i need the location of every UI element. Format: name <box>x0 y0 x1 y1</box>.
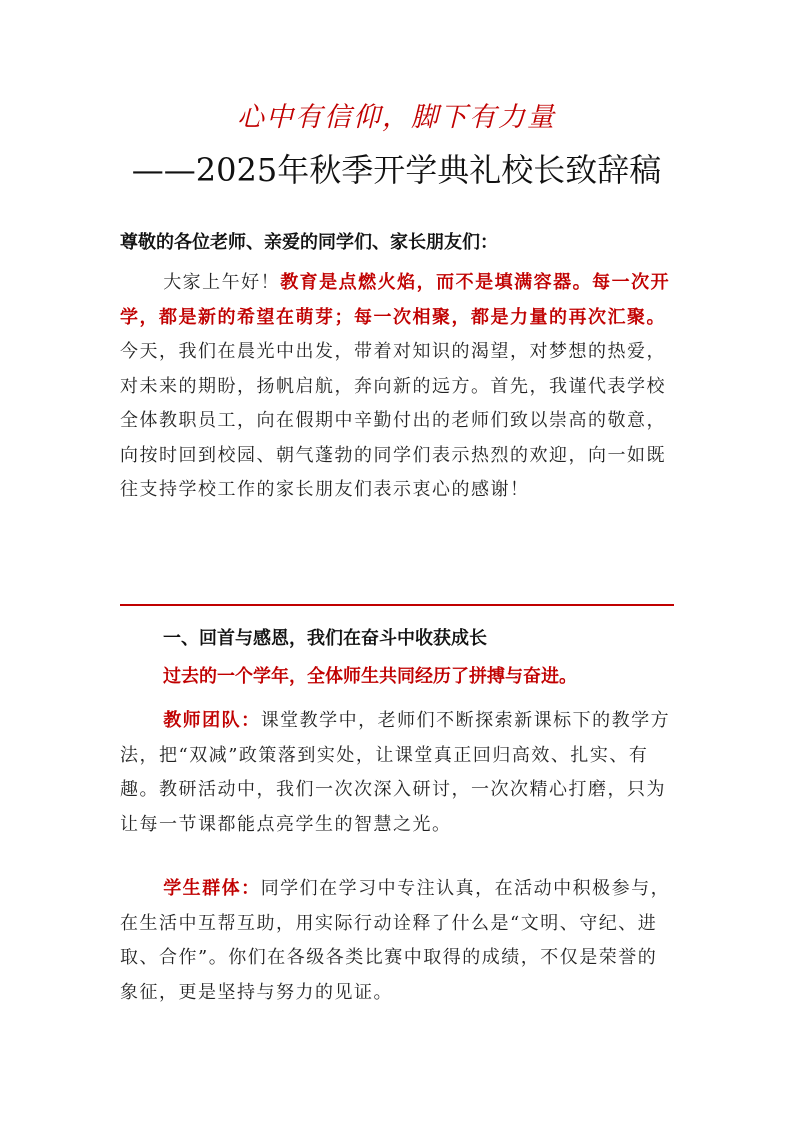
section-heading: 一、回首与感恩，我们在奋斗中收获成长 <box>163 628 487 649</box>
intro-greeting: 大家上午好！ <box>163 272 281 293</box>
students-paragraph <box>120 872 676 1010</box>
section-divider <box>120 604 674 606</box>
intro-body: 今天，我们在晨光中出发，带着对知识的渴望，对梦想的热爱，对未来的期盼，扬帆启航，奔向新的远方。首先，我谨代表学校全体教职员工，向在假期中辛勤付出的老师们致以崇高的敬意，向按时回到校园、朝气蓬勃的同学们表示热烈的欢迎，向一如既往支持学校工作的家长朋友们表示衷心的感谢！ <box>120 341 666 500</box>
teachers-label: 教师团队： <box>163 710 261 731</box>
document-subtitle: ——2025年秋季开学典礼校长致辞稿 <box>131 151 662 189</box>
students-label: 学生群体： <box>163 878 261 899</box>
students-text: 同学们在学习中专注认真，在活动中积极参与，在生活中互帮互助，用实际行动诠释了什么是“文明、守纪、进取、合作”。你们在各级各类比赛中取得的成绩，不仅是荣誉的象征，更是坚持与努力的见证。 <box>120 878 671 1003</box>
intro-highlight: 教育是点燃火焰，而不是填满容器。每一次开学，都是新的希望在萌芽；每一次相聚，都是力量的再次汇聚。 <box>120 272 671 328</box>
salutation: 尊敬的各位老师、亲爱的同学们、家长朋友们： <box>120 232 498 253</box>
teachers-paragraph <box>120 704 676 842</box>
section-lead: 过去的一个学年，全体师生共同经历了拼搏与奋进。 <box>163 666 577 687</box>
document-title: 心中有信仰，脚下有力量 <box>237 102 556 133</box>
teachers-text: 课堂教学中，老师们不断探索新课标下的教学方法，把“双减”政策落到实处，让课堂真正回归高效、扎实、有趣。教研活动中，我们一次次深入研讨，一次次精心打磨，只为让每一节课都能点亮学生的智慧之光。 <box>120 710 671 835</box>
intro-paragraph <box>120 266 676 508</box>
